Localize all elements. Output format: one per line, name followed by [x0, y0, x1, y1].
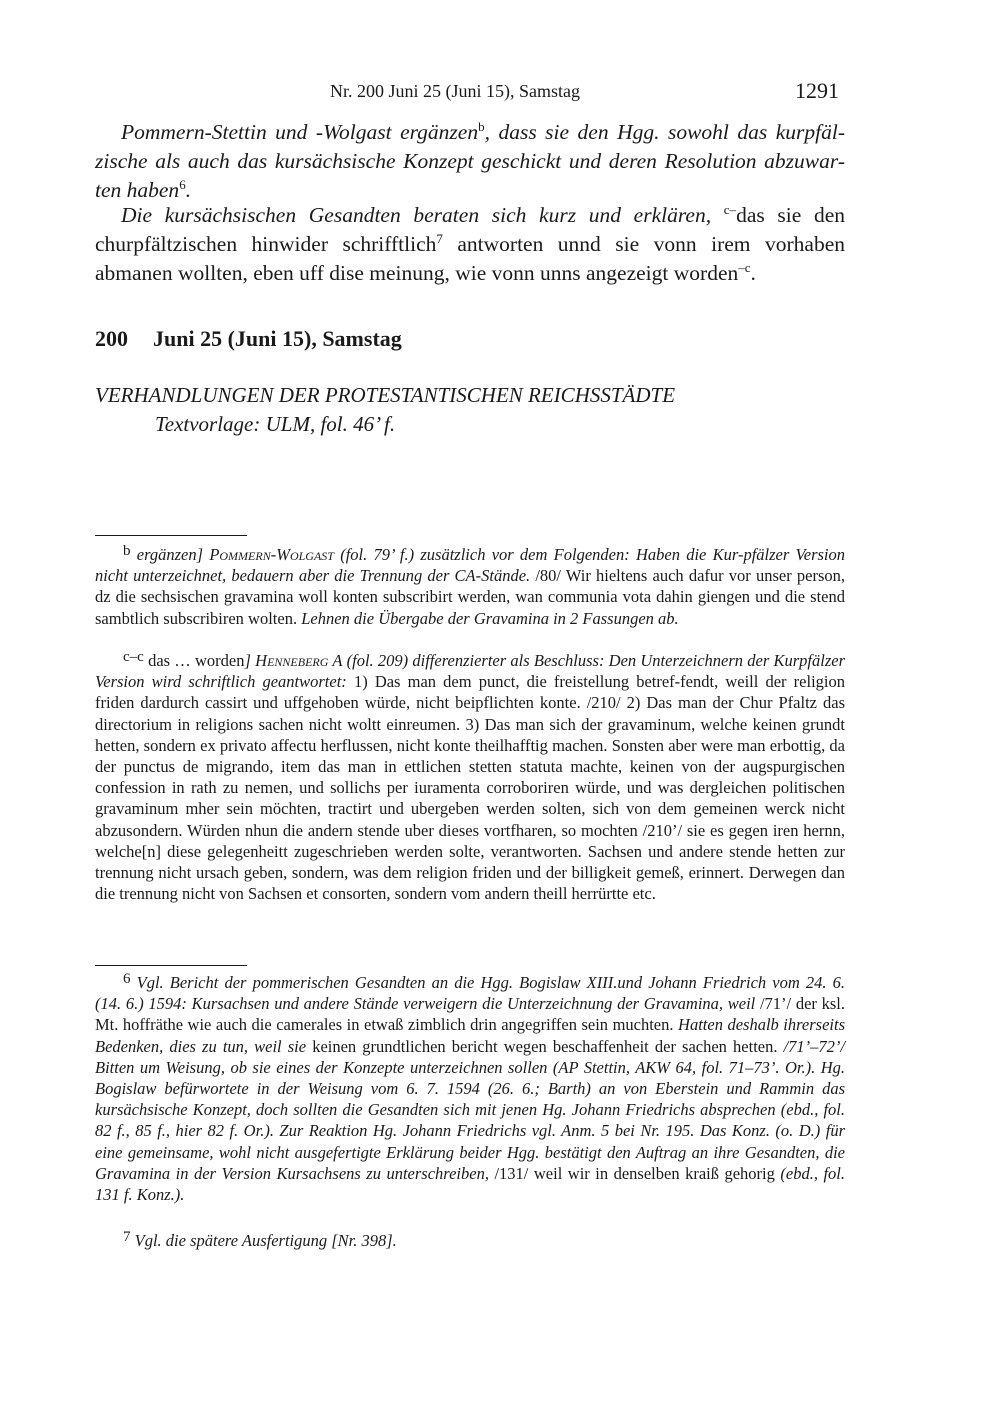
- text-run: das … worden: [148, 651, 245, 670]
- text-run: Pommern-Stettin und -Wolgast ergänzen: [121, 120, 479, 144]
- text-run: /71’/ der ksl. Mt. hoffräthe wie auch die camerales in etwaß zimblich drin angegriffen sein muchten.: [95, 994, 845, 1035]
- text-run: 1) Das man dem punct, die freistellung betref-fendt, weill der religion friden dardurch cassirt und uffgehoben würde, nicht beipflichten konte. /210/ 2) Das man der Chur Pfaltz das directorium in religions sachen nicht woltt einreumen. 3) Das man sich der gravaminum, welche keinen grundt hetten, sondern ex privato affectu herflussen, nicht konte theilhafftig machen. Sonsten aber were man erbottig, da der punctus de migrando, item das man in ettlichen stetten statuta machte, keinen von der augspurgischen confession in rath zu nemen, und sollichs per iuramenta corroboriren würde, und was dergleichen politischen gravaminum mher sein möchten, tractirt und ubergeben werden solten, sich von dem gemeinen werck nicht abzusondern. Würden nhun die andern stende uber dieses vortfharen, so mochten /210’/ sie es gegen iren hernn, welche[n] diese gelegenheitt zugeschrieben werden solte, verantworten. Sachsen und andere stende hetten zur trennung nicht ursach geben, sondern, was dem religion friden und der billigkeit gemeß, erinnert. Derwegen dan die trennung nicht von Sachsen et consorten, sondern vom andern theill herrürtte etc.: [95, 672, 845, 904]
- apparatus-mark: –c: [738, 260, 751, 275]
- page-number: 1291: [795, 78, 839, 103]
- text-source: Textvorlage: ULM, fol. 46’ f.: [155, 412, 396, 436]
- text-run: , dass sie den Hgg. sowohl das kurpfäl-zische als auch das kursächsische Konzept geschickt und deren Resolution abzuwar-ten haben: [95, 120, 846, 202]
- section-number: 200: [95, 326, 128, 351]
- apparatus-divider: [95, 535, 247, 536]
- text-run: /80/ Wir hieltens auch dafur vor unser person, dz die sechsischen gravamina woll konten subscribirt werden, wan communia vota dahin giengen und die stend sambtlich subscribiren wolten.: [95, 566, 845, 628]
- text-run: ergänzen]: [136, 545, 204, 564]
- footnote-ref: 7: [436, 231, 443, 246]
- text-run: .: [750, 261, 756, 285]
- text-run: (fol. 79’ f.) zusätzlich vor dem Folgenden: Haben die Kur-pfälzer Version nicht unterzeichnet, bedauern aber die Trennung der CA-Stände.: [95, 545, 846, 586]
- running-title: Nr. 200 Juni 25 (Juni 15), Samstag: [330, 81, 580, 101]
- footnote-mark: 7: [123, 1229, 131, 1245]
- apparatus-mark: c–: [723, 202, 737, 217]
- text-run: ] Henneberg A: [244, 651, 343, 670]
- text-run: antworten unnd sie vonn irem vorhaben abmanen wollten, eben uff dise meinung, wie vonn unns angezeigt worden: [95, 232, 845, 285]
- text-run: .: [185, 178, 192, 202]
- footnote-ref: 6: [179, 177, 186, 192]
- text-run: /71’–72’/ Bitten um Weisung, ob sie eines der Konzepte unterzeichnen sollen (AP Stettin, AKW 64, fol. 71–73’. Or.). Hg. Bogislaw befürwortete in der Weisung vom 6. 7. 1594 (26. 6.; Barth) an von Eberstein und Rammin das kursächsische Konzept, doch sollten die Gesandten sich mit jenen Hg. Johann Friedrichs absprechen (ebd., fol. 82 f., 85 f., hier 82 f. Or.). Zur Reaktion Hg. Johann Friedrichs vgl. Anm. 5 bei Nr. 195. Das Konz. (o. D.) für eine gemeinsame, wohl nicht ausgefertigte Erklärung beider Hgg. bestätigt den Auftrag an ihre Gesandten, die Gravamina in der Version Kursachsens zu unterschreiben,: [95, 1036, 846, 1183]
- apparatus-note-c: [95, 650, 845, 904]
- apparatus-note-b: [95, 544, 845, 629]
- text-run: das sie den churpfältzischen hinwider schrifftlich: [95, 203, 846, 256]
- footnote-divider: [95, 965, 247, 966]
- section-heading: [95, 326, 402, 352]
- apparatus-mark: c–c: [123, 649, 144, 665]
- text-run: /131/ weil wir in denselben kraiß gehorig: [494, 1163, 775, 1183]
- text-run: Hatten deshalb ihrerseits Bedenken, dies zu tun, weil sie: [95, 1015, 846, 1056]
- footnote-6: [95, 972, 845, 1205]
- text-run: Die kursächsischen Gesandten beraten sich kurz und erklären,: [121, 203, 712, 227]
- document-heading: VERHANDLUNGEN DER PROTESTANTISCHEN REICHSSTÄDTE: [95, 383, 676, 407]
- paragraph-pommern: [95, 118, 845, 205]
- text-run: Lehnen die Übergabe der Gravamina in 2 Fassungen ab.: [301, 608, 679, 628]
- text-run: Vgl. die spätere Ausfertigung [Nr. 398].: [134, 1231, 397, 1250]
- apparatus-mark: b: [478, 119, 485, 134]
- text-run: keinen grundtlichen bericht wegen beschaffenheit der sachen hetten.: [312, 1036, 778, 1056]
- footnote-mark: 6: [123, 971, 131, 987]
- text-run: Vgl. Bericht der pommerischen Gesandten an die Hgg. Bogislaw XIII.und Johann Friedrich vom 24. 6. (14. 6.) 1594: Kursachsen und andere Stände verweigern die Unterzeichnung der Gravamina, weil: [95, 973, 845, 1014]
- footnote-7: [95, 1230, 845, 1251]
- text-run: Pommern-Wolgast: [209, 545, 334, 564]
- paragraph-kursachsen: [95, 201, 845, 288]
- apparatus-mark: b: [123, 543, 131, 559]
- text-run: (fol. 209) differenzierter als Beschluss: Den Unterzeichnern der Kurpfälzer Version wird schriftlich geantwortet:: [95, 651, 846, 692]
- text-run: (ebd., fol. 131 f. Konz.).: [95, 1163, 845, 1205]
- section-title: Juni 25 (Juni 15), Samstag: [153, 326, 402, 351]
